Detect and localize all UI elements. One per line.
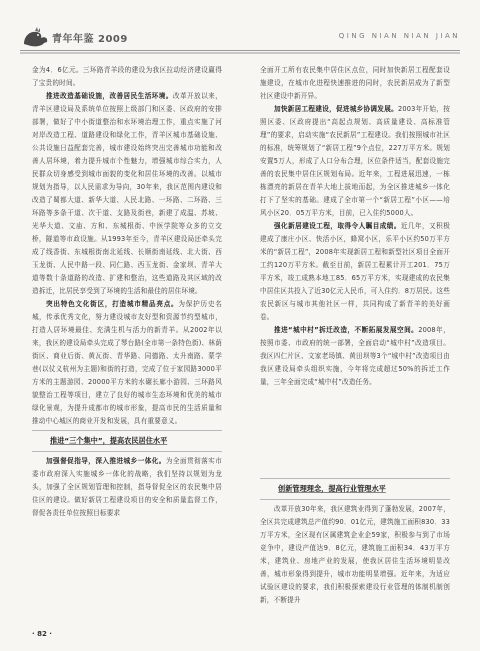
paragraph-lead: 加强督促指导，深入推进城乡一体化。 [46,457,166,465]
right-column-continued [260,503,450,607]
paragraph-body: 为保护历史名城，传承优秀文化，努力建设城市友好型和资源节约型城市，打造人居环境最佳、充满生机与活力的新青羊。从2002年以来，我区的建设局牵头完成了琴台路(全市第一条特色街)、林荫街区、商业后街、黄瓦街、青华路、同德路、太升南路、蒙学巷(以仗义杭州为主题)和街的打造，完成了位于家园路3000平方米的主题游园、20000平方米的水碾长廊小游园、三环路风貌整治工程等项目，建立了良好的城市生态环境和优美的城市绿化景观，为提升成都市的城市形象，提高市民的生活质量和推动中心城区的商业开发和发展，具有重要意义。 [32,300,222,425]
paragraph-body: 近几年，又积极建成了康庄小区、快活小区，蜂窝小区，乐平小区约50万平方米的“新居工程”，2008年实现新居工程和新型社区项目全面开工约120万平方米。截至目前，新居工程累计开工201．75万平方米，竣工成熟本地工85．65万平方米，实现建成的农民集中居住区共投入了近30亿元人民币，可入住约．8万居民。这些农民新区与城市其他社区一样，共同构成了新青羊的美好画卷。 [260,222,450,321]
paragraph [260,324,450,389]
paragraph-lead: 强化新居建设工程，取得令人瞩目成绩。 [274,222,401,230]
paragraph [32,90,222,298]
section-title: 推进“三个集中”，提高农民居住水平 [50,436,168,445]
paragraph: 改革开放30年来，我区建筑业得到了蓬勃发展，2007年，全区共完成建筑总产值约90．01亿元，建筑施工面积830．33万平方米，全区现有区属建筑企业企59家，积极参与到了市场竞争中，建设产值达9．8亿元，建筑施工面积34．43万平方米，建筑业、房地产业的发展，使我区居住生活环境明显改善，城市形象得到提升，城市功能明显增强。近年来，为适应试验区建设的要求，我们积极探索建设行业管理的体制机制创新，不断提升 [260,505,450,604]
left-column-continued [32,455,222,520]
paragraph-lead: 加快新居工程建设，促进城乡协调发展。 [274,105,398,113]
paragraph: 全面开工所有农民集中居住区点位，同时加快新居工程配套设施建设，在城市化进程快速推进的同时，农民新居成为了新型社区建设中新开异。 [260,66,450,100]
header-divider-thick [20,52,460,54]
left-column [32,64,222,428]
page-number: · 82 · [32,630,52,638]
yearbook-title: 青年年鉴 2009 [52,34,128,45]
section-heading-left [32,430,222,452]
rooster-logo-icon [20,26,50,48]
paragraph-body: 2003年开始，按照区委、区政府提出“高起点规划、高质量建设、高标准管理”的要求，启动实施“农民新居”工程建设。我们按照城市社区的标准，统筹规划了“新居工程”9个点位，227万平方米。规划安置5万人，形成了人口分布合理，区位条件适当，配套设施完善的农民集中居住区规划布局。近年来，工程进展迅速，一栋栋漂亮的新居在青羊大地上拔地而起，为全区推进城乡一体化打下了坚实的基础。建成了全市第一个“新居工程”小区——培风小区20．05万平方米，目前，已入住约5000人。 [260,105,450,217]
paragraph-body: 2008年，按照市委、市政府的统一部署，全面启动“城中村”改造项目。我区四仁片区、文家老场镇、黄田坝等3个“城中村”改造项目由我区建设局牵头组织实施，今年将完成超过50%的拆迁工作量，三年全面完成“城中村”改造任务。 [260,326,450,386]
paragraph [32,298,222,428]
section-heading-right [260,478,450,500]
paragraph-body: 为全面贯彻落实市委市政府深入实施城乡一体化的战略，我们坚持以规划为龙头，加强了全区规划管理和控制，指导督促全区的农民集中居住区的建设。做好新居工程建设项目的安全和质量监督工作，督促各责任单位按照目标要求 [32,457,222,517]
paragraph [260,220,450,324]
header-divider [20,50,460,51]
paragraph-body: 改革开放以来，青羊区建设局及系统单位按照上级部门和区委、区政府的安排部署，做好了中小街道整治和水环境治理工作，重点实施了河对岸改造工程、道路建设和绿化工作，青羊区城市基础设施、公共设施日益配套完善，城市建设始终突出完善城市功能和改善人居环境，着力提升城市个性魅力，增强城市综合实力，人民群众切身感受到城市面貌的变化和居住环境的改善。以城市规划为指导，以人民需求为导向，30年来，我区范围内建设和改造了蜀都大道、新华大道、人民北路、一环路、二环路、三环路等多条干道、次干道、支路及街巷，新建了成温、苏坡、光华大道、文庙、方和、东城根街、中医学院等众多的立交桥，隧道等市政设施。从1993年至今，青羊区建设局还牵头完成了线香街、东城根街南北延线、长顺街南延线、北大街、西玉龙街、人民中路一段、同仁路、西玉龙街、金家坝、青羊大道等数十条道路的改造、扩建和整治，这些道路及其区域的改造拆迁，比居民享受到了环境的生活和最佳的居住环境。 [32,92,222,295]
paragraph-lead: 推进改造基础设施，改善居民生活环境。 [46,92,173,100]
paragraph-lead: 突出特色文化街区，打造城市精品亮点。 [46,300,179,308]
paragraph [260,103,450,220]
paragraph: 金为4．6亿元。三环路青羊段的建设为我区拉动经济建设赢得了宝贵的时间。 [32,66,222,87]
page-header [20,26,460,48]
right-column [260,64,450,389]
section-title: 创新管理理念，提高行业管理水平 [278,484,386,493]
yearbook-title-pinyin: QING NIAN NIAN JIAN [338,32,460,40]
paragraph-lead: 推进“城中村”拆迁改造，不断拓展发展空间。 [274,326,419,334]
paragraph [32,455,222,520]
